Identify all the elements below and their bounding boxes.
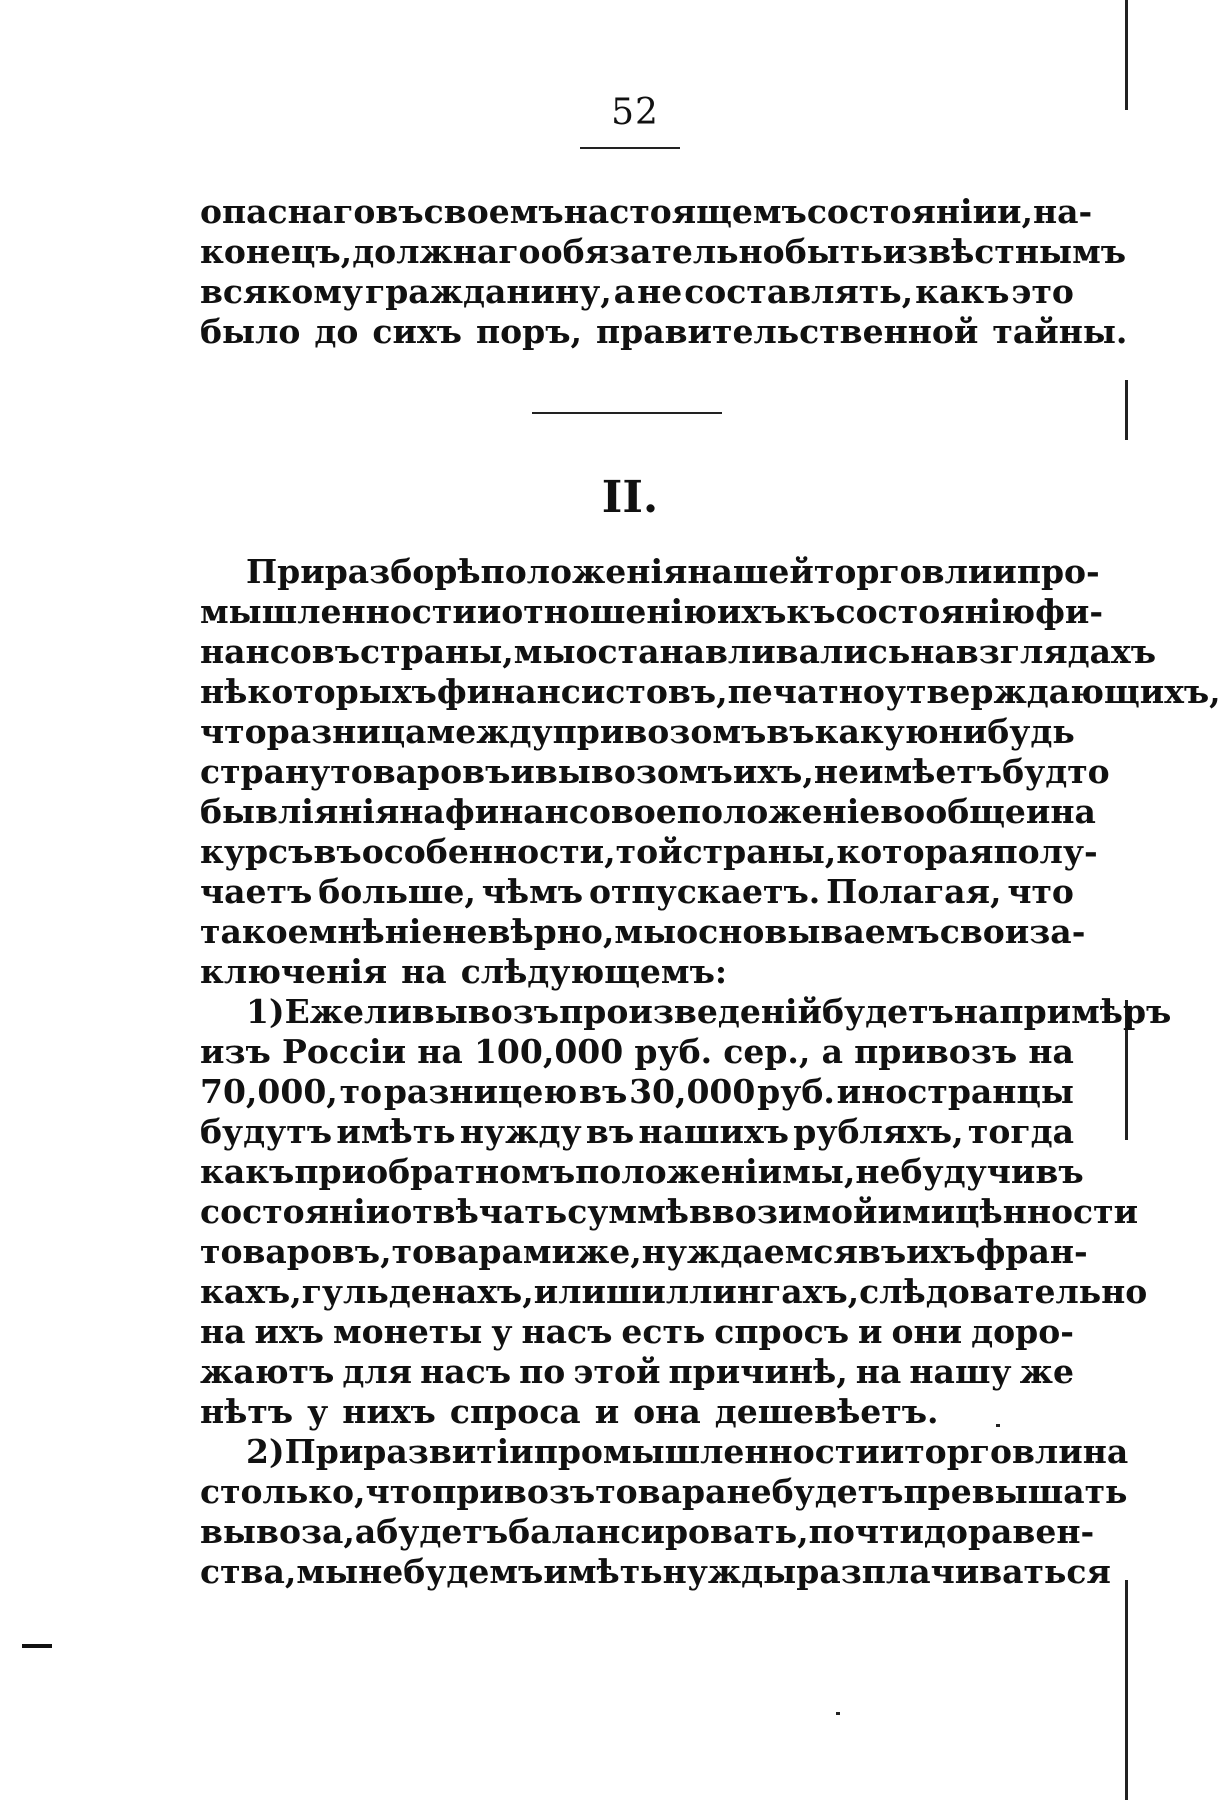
section-body xyxy=(200,552,1221,1592)
section-heading: II. xyxy=(601,472,659,523)
speck xyxy=(836,1712,840,1715)
text-line: бы влiянiя на финансовое положенiе вообще и на xyxy=(200,792,1096,831)
text-line: ключенiя на слѣдующемъ: xyxy=(200,952,728,991)
text-line: всякому гражданину, а не составлять, какъ это xyxy=(200,272,1074,311)
text-line: При разборѣ положенiя нашей торговли и про- xyxy=(246,552,1100,591)
page-number-rule xyxy=(580,147,680,149)
text-line: 2) При развитiи промышленности и торговли на xyxy=(246,1432,1129,1471)
text-line: жаютъ для насъ по этой причинѣ, на нашу же xyxy=(200,1352,1074,1391)
text-line: какъ при обратномъ положенiи мы, не будучи въ xyxy=(200,1152,1084,1191)
text-line: столько, что привозъ товара не будетъ превышать xyxy=(200,1472,1128,1511)
speck xyxy=(996,1424,1000,1427)
text-line: чаетъ больше, чѣмъ отпускаетъ. Полагая, что xyxy=(200,872,1074,911)
text-line: страну товаровъ и вывозомъ ихъ, не имѣетъ будто xyxy=(200,752,1110,791)
text-line: нансовъ страны, мы останавливались на взглядахъ xyxy=(200,632,1157,671)
text-line: 1) Ежели вывозъ произведенiй будетъ напримѣръ xyxy=(246,992,1172,1031)
text-line: нѣтъ у нихъ спроса и она дешевѣетъ. xyxy=(200,1392,939,1431)
page-number: 52 xyxy=(611,92,659,133)
section-divider xyxy=(532,412,722,414)
text-line: опаснаго въ своемъ настоящемъ состоянiи и, на- xyxy=(200,192,1093,231)
text-line: товаровъ, товарами же, нуждаемся въ ихъ фран- xyxy=(200,1232,1088,1271)
text-line: ства, мы не будемъ имѣть нужды разплачиваться xyxy=(200,1552,1111,1591)
text-line: на ихъ монеты у насъ есть спросъ и они доро- xyxy=(200,1312,1074,1351)
text-line: нѣкоторыхъ финансистовъ, печатно утверждающихъ, xyxy=(200,672,1221,711)
text-line: было до сихъ поръ, правительственной тайны. xyxy=(200,312,1128,351)
continuation-paragraph xyxy=(200,192,1128,352)
text-line: 70,000, то разницею въ 30,000 руб. иностранцы xyxy=(200,1072,1074,1111)
text-line: конецъ, должнаго обязательно быть извѣстнымъ xyxy=(200,232,1127,271)
margin-mark xyxy=(22,1644,52,1648)
text-line: кахъ, гульденахъ, или шиллингахъ, слѣдовательно xyxy=(200,1272,1148,1311)
text-line: будутъ имѣть нужду въ нашихъ рубляхъ, тогда xyxy=(200,1112,1074,1151)
text-line: состоянiи отвѣчать суммѣ ввозимой ими цѣнности xyxy=(200,1192,1139,1231)
text-line: что разница между привозомъ въ какую нибудь xyxy=(200,712,1075,751)
text-line: мышленности и отношенiю ихъ къ состоянiю фи- xyxy=(200,592,1104,631)
text-line: такое мнѣнiе невѣрно, мы основываемъ свои за- xyxy=(200,912,1086,951)
margin-rule xyxy=(1125,1580,1128,1800)
text-line: вывоза, а будетъ балансировать, почти до равен- xyxy=(200,1512,1095,1551)
margin-rule xyxy=(1125,380,1128,440)
margin-rule xyxy=(1125,0,1128,110)
text-line: курсъ въ особенности, той страны, которая полу- xyxy=(200,832,1098,871)
text-line: изъ Россiи на 100,000 руб. сер., а привозъ на xyxy=(200,1032,1074,1071)
